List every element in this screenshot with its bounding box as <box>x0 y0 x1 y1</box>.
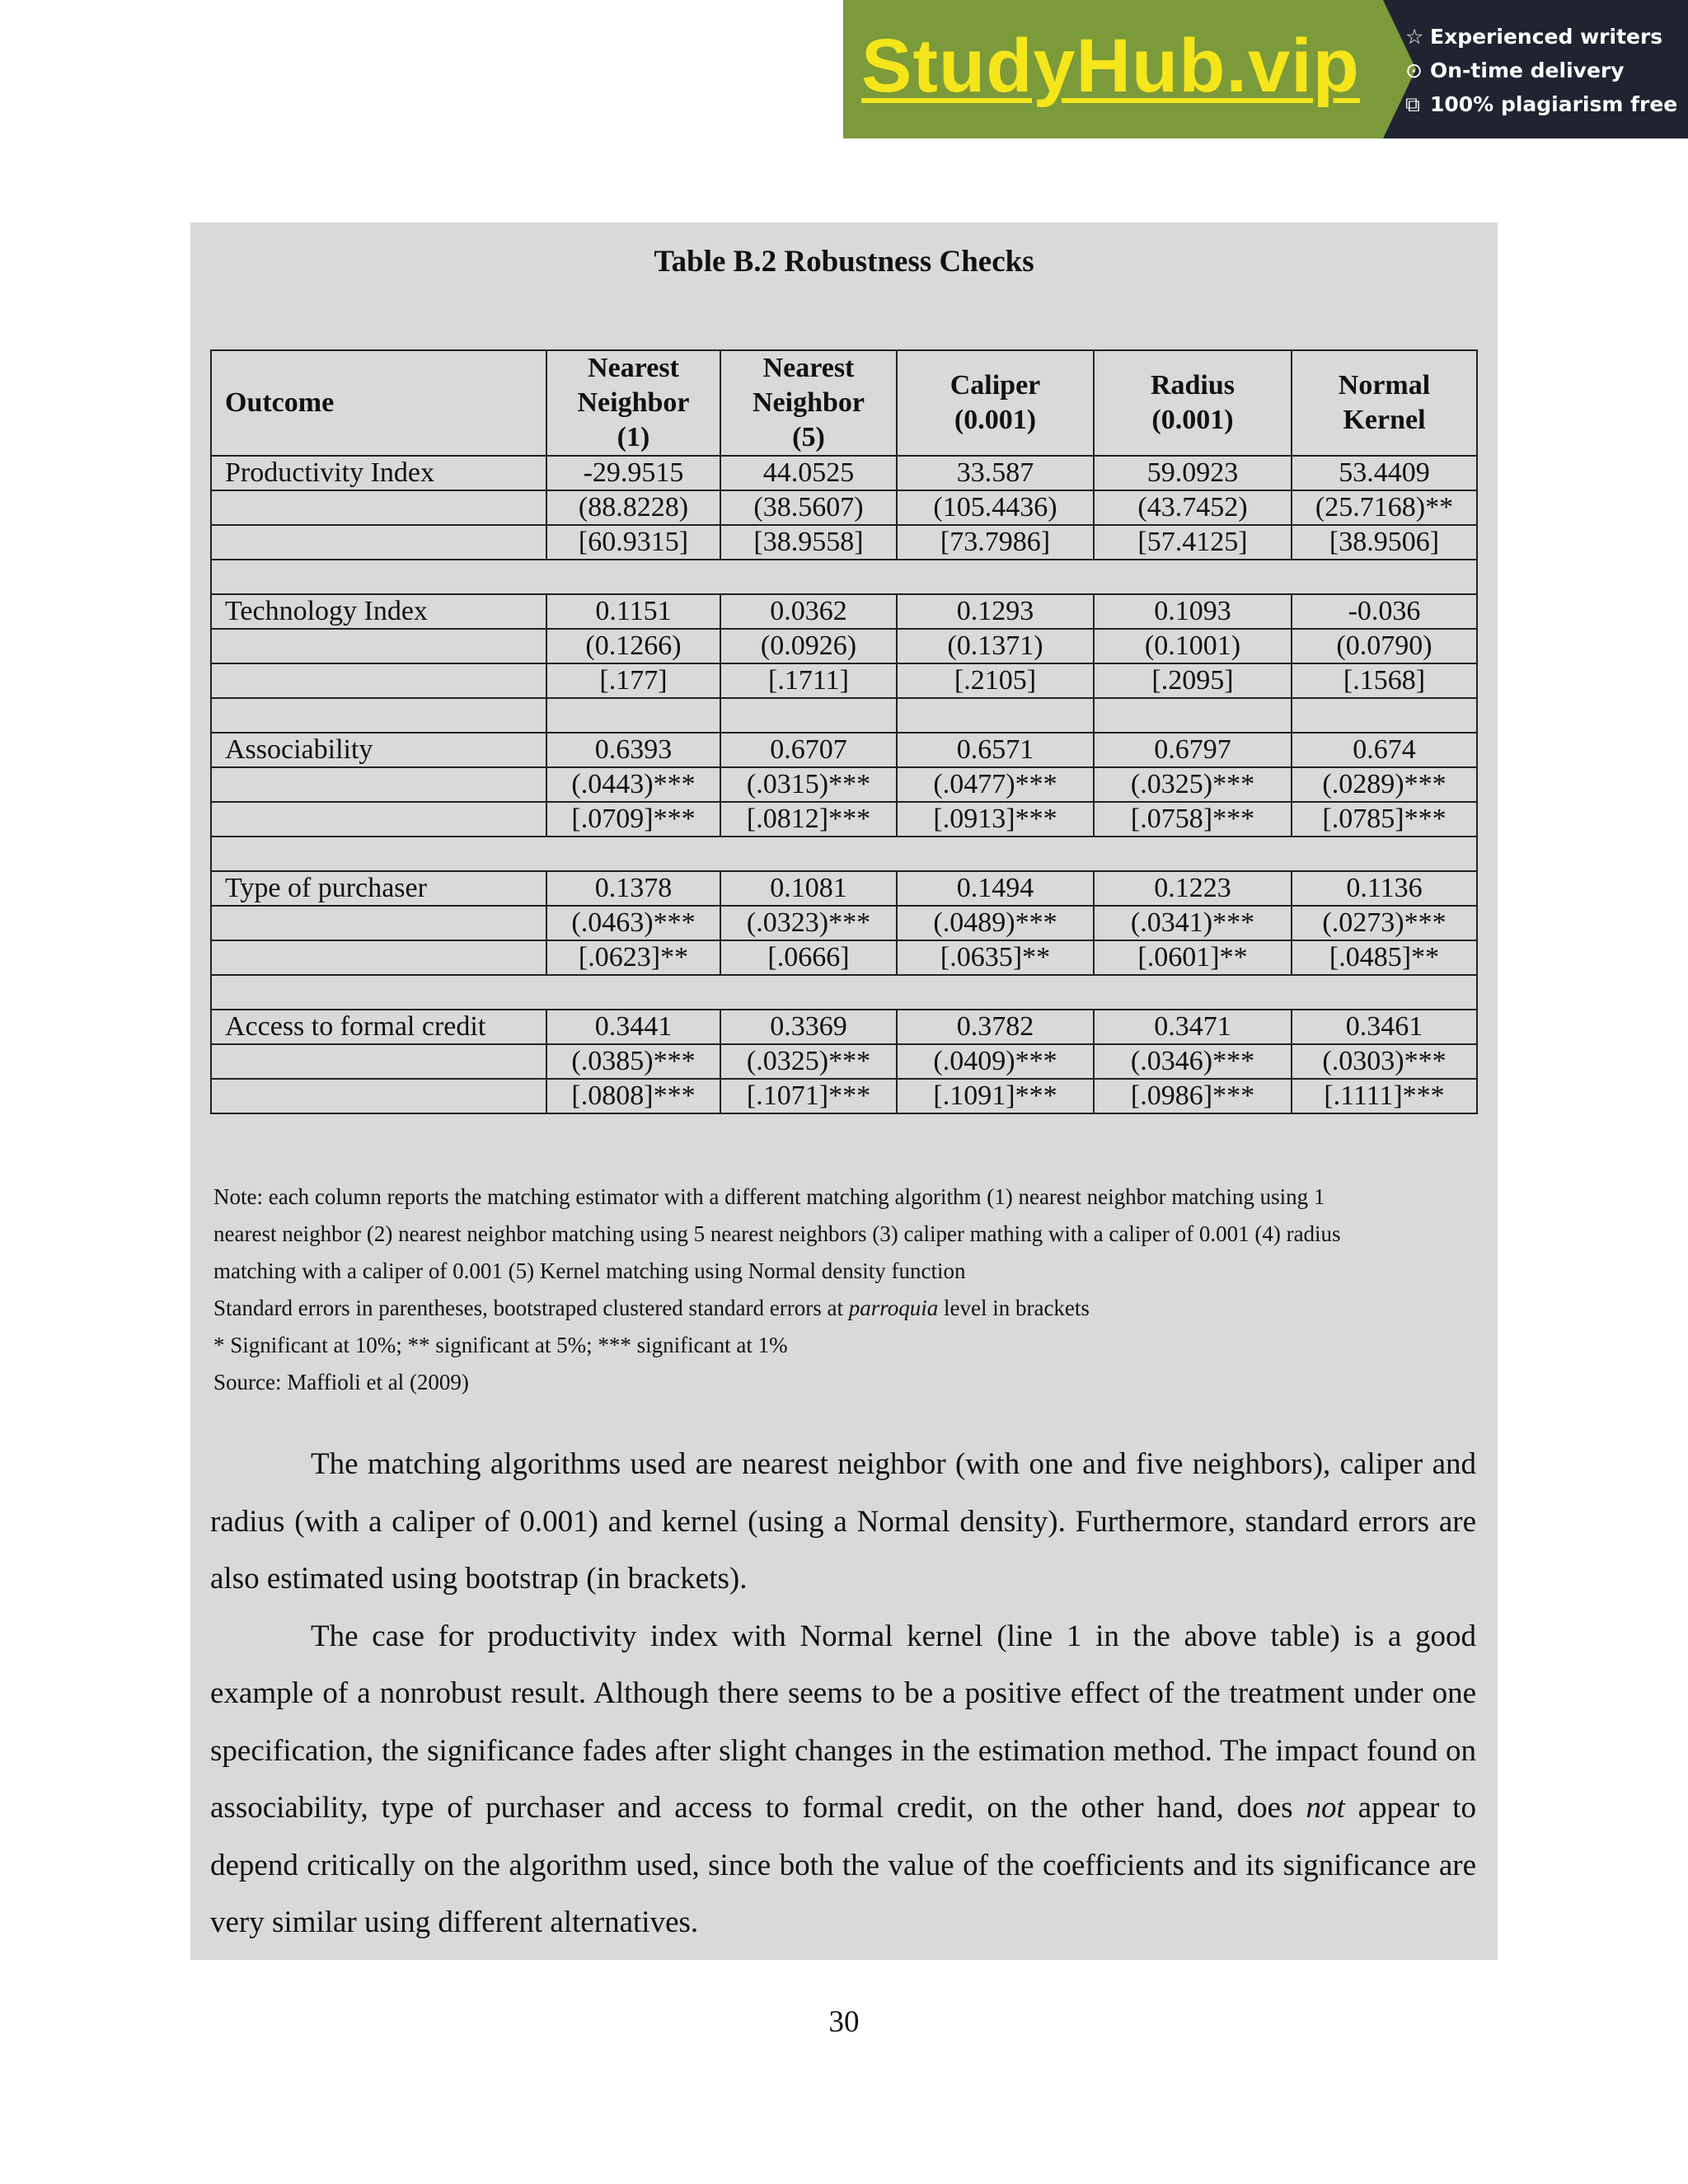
value-cell: (.0323)*** <box>720 906 897 940</box>
value-cell: 0.6707 <box>720 733 897 767</box>
value-cell: [38.9506] <box>1292 525 1477 560</box>
value-cell: [.1071]*** <box>720 1079 897 1113</box>
header-cell <box>720 350 897 456</box>
note-line: Source: Maffioli et al (2009) <box>213 1370 469 1394</box>
header-line: (1) <box>617 422 650 452</box>
row-label <box>211 940 546 975</box>
header-cell <box>897 350 1094 456</box>
value-cell: [.0785]*** <box>1292 802 1477 837</box>
value-cell: 0.1136 <box>1292 871 1477 906</box>
table-row <box>211 975 1477 1010</box>
table-row <box>211 1079 1477 1113</box>
note-line: * Significant at 10%; ** significant at 5%; *** significant at 1% <box>213 1333 788 1357</box>
value-cell: [60.9315] <box>546 525 720 560</box>
header-line: Nearest <box>588 353 679 383</box>
table-row <box>211 698 1477 733</box>
header-line: Kernel <box>1343 405 1426 435</box>
value-cell: [.1711] <box>720 663 897 698</box>
spacer-cell <box>211 560 1477 594</box>
table-row <box>211 837 1477 871</box>
table-row <box>211 456 1477 490</box>
table-row <box>211 490 1477 525</box>
note-line: nearest neighbor (2) nearest neighbor matching using 5 nearest neighbors (3) caliper mathing with a caliper of 0.001 (4) radius <box>213 1221 1341 1246</box>
value-cell <box>546 698 720 733</box>
value-cell: 0.1151 <box>546 594 720 629</box>
row-label: Technology Index <box>211 594 546 629</box>
table-row <box>211 906 1477 940</box>
value-cell: (.0289)*** <box>1292 767 1477 802</box>
value-cell: 0.1378 <box>546 871 720 906</box>
value-cell: [.1091]*** <box>897 1079 1094 1113</box>
table-row <box>211 733 1477 767</box>
value-cell: (38.5607) <box>720 490 897 525</box>
value-cell: [.0812]*** <box>720 802 897 837</box>
value-cell: (.0385)*** <box>546 1044 720 1079</box>
value-cell: (.0341)*** <box>1094 906 1292 940</box>
table-row <box>211 525 1477 560</box>
table-row <box>211 1010 1477 1044</box>
table-row <box>211 663 1477 698</box>
table-row <box>211 767 1477 802</box>
header-line: (0.001) <box>1151 405 1234 435</box>
value-cell: [.0709]*** <box>546 802 720 837</box>
value-cell: 59.0923 <box>1094 456 1292 490</box>
value-cell: [.177] <box>546 663 720 698</box>
value-cell: (.0325)*** <box>1094 767 1292 802</box>
value-cell: [.0913]*** <box>897 802 1094 837</box>
row-label <box>211 906 546 940</box>
table-row <box>211 629 1477 663</box>
table-row <box>211 802 1477 837</box>
value-cell: [73.7986] <box>897 525 1094 560</box>
table-row <box>211 940 1477 975</box>
feature-experienced-writers <box>1405 20 1686 54</box>
content-panel <box>190 223 1498 1960</box>
row-label: Access to formal credit <box>211 1010 546 1044</box>
paragraph <box>210 1608 1476 1952</box>
value-cell: (.0303)*** <box>1292 1044 1477 1079</box>
value-cell: (.0477)*** <box>897 767 1094 802</box>
value-cell: 0.1494 <box>897 871 1094 906</box>
value-cell: 0.674 <box>1292 733 1477 767</box>
feature-label: On-time delivery <box>1430 59 1625 82</box>
robustness-table <box>210 349 1478 1114</box>
row-label <box>211 490 546 525</box>
value-cell: 0.3782 <box>897 1010 1094 1044</box>
emphasis: not <box>1306 1791 1345 1825</box>
value-cell: [.2105] <box>897 663 1094 698</box>
value-cell: (.0346)*** <box>1094 1044 1292 1079</box>
feature-label: 100% plagiarism free <box>1430 92 1678 116</box>
value-cell: (0.0790) <box>1292 629 1477 663</box>
value-cell: [.0601]** <box>1094 940 1292 975</box>
note-line: Note: each column reports the matching estimator with a different matching algorithm (1) nearest neighbor matching using 1 <box>213 1184 1325 1209</box>
value-cell: [.2095] <box>1094 663 1292 698</box>
value-cell: [38.9558] <box>720 525 897 560</box>
value-cell: 0.3441 <box>546 1010 720 1044</box>
header-line: (0.001) <box>954 405 1037 435</box>
star-outline-icon: ☆ <box>1405 25 1424 49</box>
value-cell: [.0808]*** <box>546 1079 720 1113</box>
header-row <box>211 350 1477 456</box>
value-cell: (105.4436) <box>897 490 1094 525</box>
value-cell: (.0325)*** <box>720 1044 897 1079</box>
value-cell: (.0489)*** <box>897 906 1094 940</box>
header-line: Outcome <box>225 387 335 418</box>
value-cell: (0.0926) <box>720 629 897 663</box>
value-cell <box>1292 698 1477 733</box>
spacer-cell <box>211 837 1477 871</box>
value-cell: (.0315)*** <box>720 767 897 802</box>
value-cell: 44.0525 <box>720 456 897 490</box>
row-label <box>211 629 546 663</box>
row-label: Associability <box>211 733 546 767</box>
value-cell: 0.6571 <box>897 733 1094 767</box>
table-row <box>211 1044 1477 1079</box>
value-cell: 0.6797 <box>1094 733 1292 767</box>
paragraph: The matching algorithms used are nearest neighbor (with one and five neighbors), caliper and radius (with a caliper of 0.001) and kernel (using a Normal density). Furthermore, standard errors are also estimated using bootstrap (in brackets). <box>210 1447 1476 1596</box>
value-cell: 0.1081 <box>720 871 897 906</box>
value-cell: [.0485]** <box>1292 940 1477 975</box>
value-cell: (25.7168)** <box>1292 490 1477 525</box>
value-cell: (.0463)*** <box>546 906 720 940</box>
row-label <box>211 698 546 733</box>
header-outcome <box>211 350 546 456</box>
note-italic: parroquia <box>848 1296 939 1320</box>
ad-banner[interactable] <box>843 0 1688 138</box>
header-line: Neighbor <box>577 387 690 418</box>
banner-features <box>1405 20 1686 121</box>
row-label <box>211 1044 546 1079</box>
feature-plagiarism-free <box>1405 87 1686 121</box>
value-cell: 0.3461 <box>1292 1010 1477 1044</box>
page-number: 30 <box>828 2005 860 2039</box>
row-label <box>211 802 546 837</box>
note-text: Standard errors in parentheses, bootstraped clustered standard errors at <box>213 1296 849 1320</box>
note-line: matching with a caliper of 0.001 (5) Kernel matching using Normal density function <box>213 1258 966 1283</box>
studyhub-logo[interactable]: StudyHub.vip <box>861 24 1360 108</box>
row-label <box>211 767 546 802</box>
table-row <box>211 871 1477 906</box>
header-line: Caliper <box>950 370 1041 401</box>
value-cell: [.1568] <box>1292 663 1477 698</box>
value-cell: 33.587 <box>897 456 1094 490</box>
value-cell: [.0758]*** <box>1094 802 1292 837</box>
table-title: Table B.2 Robustness Checks <box>654 245 1034 279</box>
copy-icon: ⧉ <box>1405 92 1420 116</box>
value-cell: 0.3369 <box>720 1010 897 1044</box>
paragraph-text: The case for productivity index with Normal kernel (line 1 in the above table) is a good example of a nonrobust result. Although there seems to be a positive effect of the treatment under one specification, the significance fades after slight changes in the estimation method. The impact found on associability, type of purchaser and access to formal credit, on the other hand, does <box>210 1619 1476 1825</box>
row-label <box>211 663 546 698</box>
header-line: Nearest <box>762 353 855 383</box>
value-cell: (0.1001) <box>1094 629 1292 663</box>
value-cell: 0.1093 <box>1094 594 1292 629</box>
value-cell: (.0273)*** <box>1292 906 1477 940</box>
header-cell <box>1094 350 1292 456</box>
note-text: level in brackets <box>938 1296 1090 1320</box>
value-cell: (0.1266) <box>546 629 720 663</box>
value-cell: [.0666] <box>720 940 897 975</box>
value-cell: [.1111]*** <box>1292 1079 1477 1113</box>
table-notes <box>213 1179 1483 1401</box>
row-label <box>211 1079 546 1113</box>
note-line <box>213 1290 1483 1327</box>
value-cell <box>897 698 1094 733</box>
value-cell: [.0986]*** <box>1094 1079 1292 1113</box>
row-label <box>211 525 546 560</box>
value-cell: (88.8228) <box>546 490 720 525</box>
value-cell: (0.1371) <box>897 629 1094 663</box>
value-cell: -29.9515 <box>546 456 720 490</box>
body-text <box>210 1436 1476 1952</box>
value-cell: 0.6393 <box>546 733 720 767</box>
header-cell <box>1292 350 1477 456</box>
value-cell: [.0623]** <box>546 940 720 975</box>
value-cell: 53.4409 <box>1292 456 1477 490</box>
feature-on-time-delivery <box>1405 54 1686 87</box>
paragraph-text: appear to depend critically on the algorithm used, since both the value of the coefficients and its significance are very similar using different alternatives. <box>210 1791 1477 1939</box>
header-line: Neighbor <box>753 387 865 418</box>
value-cell: -0.036 <box>1292 594 1477 629</box>
value-cell: 0.1293 <box>897 594 1094 629</box>
value-cell: (.0409)*** <box>897 1044 1094 1079</box>
value-cell: (43.7452) <box>1094 490 1292 525</box>
feature-label: Experienced writers <box>1430 25 1663 49</box>
spacer-cell <box>211 975 1477 1010</box>
value-cell: [57.4125] <box>1094 525 1292 560</box>
header-line: Radius <box>1150 370 1236 401</box>
value-cell <box>720 698 897 733</box>
table-row <box>211 560 1477 594</box>
header-line: (5) <box>792 422 825 452</box>
row-label: Productivity Index <box>211 456 546 490</box>
row-label: Type of purchaser <box>211 871 546 906</box>
value-cell <box>1094 698 1292 733</box>
logo-box <box>843 0 1383 138</box>
value-cell: [.0635]** <box>897 940 1094 975</box>
header-cell <box>546 350 720 456</box>
value-cell: 0.3471 <box>1094 1010 1292 1044</box>
clock-icon: ⊙ <box>1405 59 1423 82</box>
table-row <box>211 594 1477 629</box>
value-cell: 0.0362 <box>720 594 897 629</box>
header-line: Normal <box>1338 370 1431 401</box>
value-cell: (.0443)*** <box>546 767 720 802</box>
value-cell: 0.1223 <box>1094 871 1292 906</box>
